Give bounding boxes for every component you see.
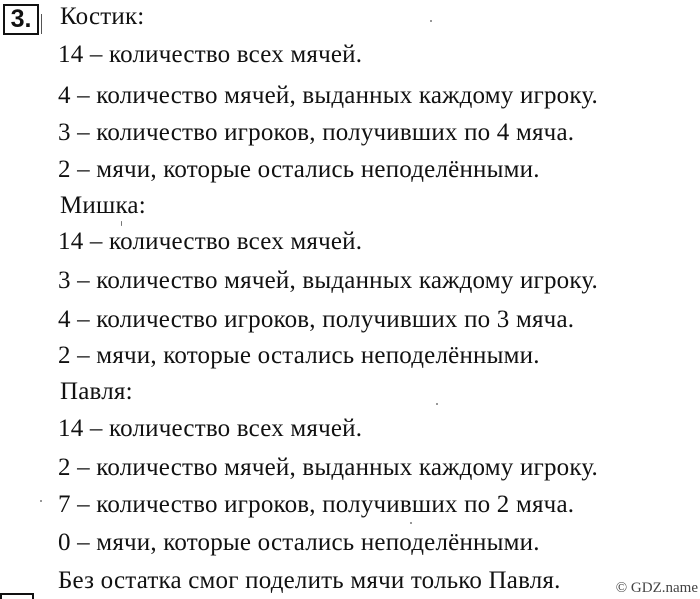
- conclusion-line: Без остатка смог поделить мячи только Павля.: [58, 567, 561, 594]
- text-line: 2 – количество мячей, выданных каждому игроку.: [58, 454, 599, 481]
- text-line: 2 – мячи, которые остались неподелёнными.: [58, 342, 540, 369]
- text-line: 3 – количество мячей, выданных каждому игроку.: [58, 267, 599, 294]
- heading-pavlya: Павля:: [60, 378, 133, 405]
- text-line: 14 – количество всех мячей.: [58, 415, 363, 442]
- text-line: 14 – количество всех мячей.: [58, 41, 363, 68]
- scan-speck: [121, 221, 122, 226]
- scan-speck: [40, 500, 42, 502]
- text-line: 3 – количество игроков, получивших по 4 мяча.: [58, 119, 575, 146]
- text-line: 14 – количество всех мячей.: [58, 228, 363, 255]
- text-line: 4 – количество игроков, получивших по 3 мяча.: [58, 306, 575, 333]
- next-task-box-edge: [0, 593, 34, 599]
- scan-speck: [410, 522, 412, 524]
- scan-speck: [436, 403, 438, 405]
- text-line: 2 – мячи, которые остались неподелёнными.: [58, 156, 540, 183]
- watermark: © GDZ.name: [615, 580, 698, 596]
- task-number-tick: [41, 14, 42, 34]
- heading-mishka: Мишка:: [60, 192, 146, 219]
- text-line: 0 – мячи, которые остались неподелёнными.: [58, 529, 540, 556]
- text-line: 4 – количество мячей, выданных каждому игроку.: [58, 82, 599, 109]
- scan-speck: [430, 20, 432, 22]
- task-number-box: 3.: [3, 4, 39, 35]
- text-line: 7 – количество игроков, получивших по 2 мяча.: [58, 491, 575, 518]
- heading-kostik: Костик:: [60, 3, 145, 30]
